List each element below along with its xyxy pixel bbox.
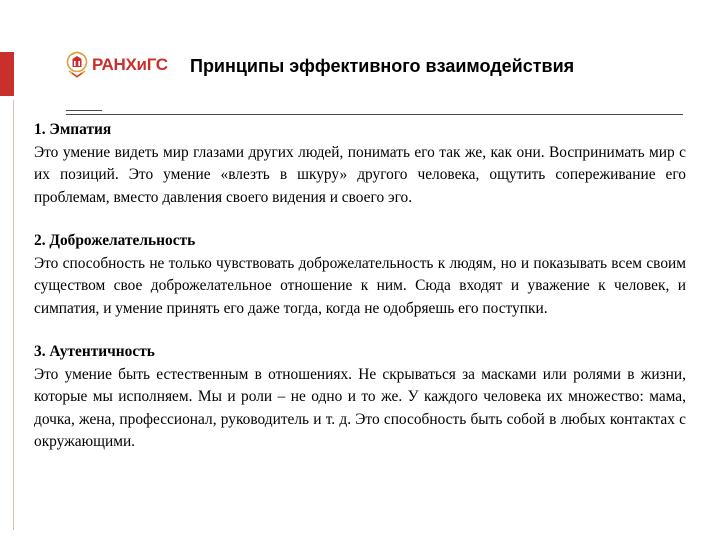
section-body: Это умение быть естественным в отношениях. Не скрываться за масками или ролями в жизни, которые мы исполняем. Мы и роли – не одно и то же. У каждого человека их множество: мама, дочка, жена, профессионал, руководитель и т. д. Это способность быть собой в любых контактах с окружающими.: [34, 365, 686, 450]
page-title: Принципы эффективного взаимодействия: [190, 56, 575, 76]
section-empathy: [34, 119, 686, 209]
content: [34, 119, 686, 475]
section-heading: 2. Доброжелательность: [34, 232, 196, 249]
section-benevolence: [34, 230, 686, 320]
section-body: Это умение видеть мир глазами других людей, понимать его так же, как они. Воспринимать мир с их позиций. Это умение «влезть в шкуру» другого человека, ощутить сопереживание его проблемам, вместо давления своего видения и своего эго.: [34, 143, 686, 206]
section-heading: 3. Аутентичность: [34, 343, 155, 360]
ranepa-logo: [66, 50, 166, 80]
emblem-icon: [66, 51, 88, 79]
logo-text: РАНХиГС: [92, 55, 168, 74]
section-heading: 1. Эмпатия: [34, 121, 112, 138]
divider: [66, 114, 683, 115]
section-body: Это способность не только чувствовать доброжелательность к людям, но и показывать всем своим существом свое доброжелательное отношение к ним. Сюда входят и уважение к человек, и симпатия, и умение принять его даже тогда, когда не одобряешь его поступки.: [34, 254, 686, 317]
accent-line: [0, 100, 14, 530]
section-authenticity: [34, 341, 686, 454]
accent-bar: [0, 52, 14, 96]
divider-short: [66, 110, 102, 111]
